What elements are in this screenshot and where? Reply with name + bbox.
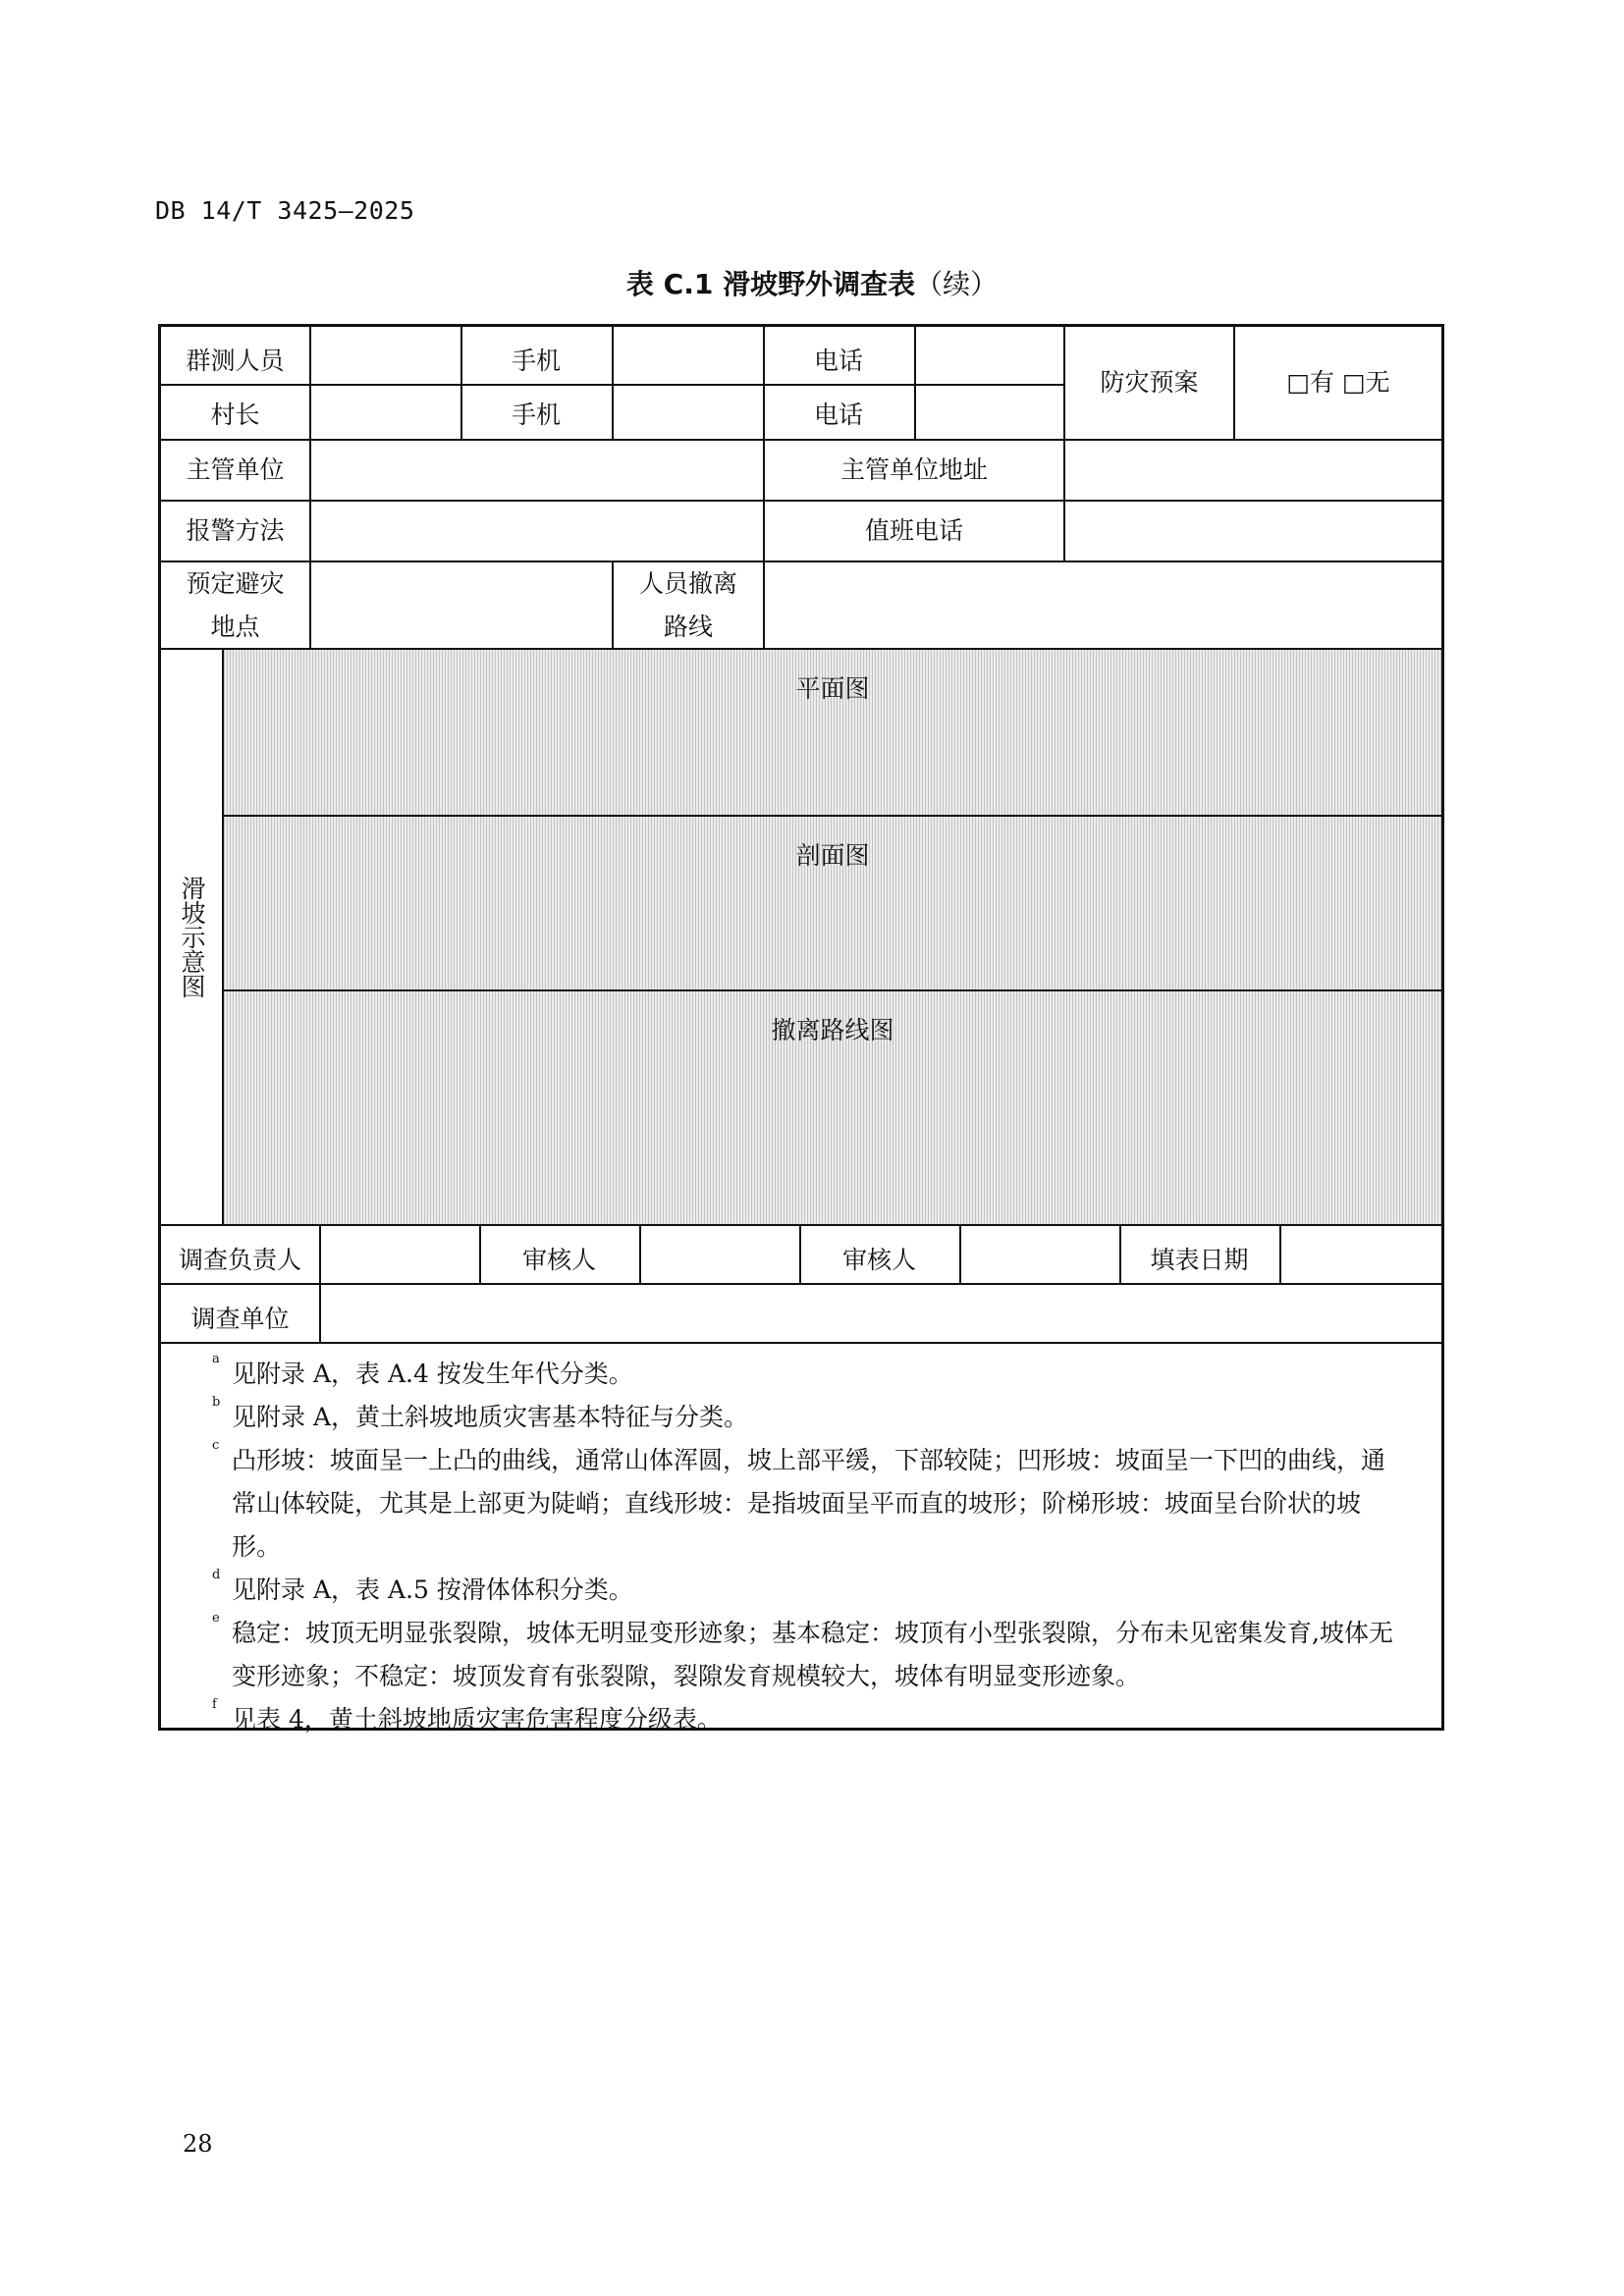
survey-unit-field[interactable] [321,1285,1441,1342]
landslide-sketch-label: 滑坡示意图 [178,876,206,998]
footnote-mark: c [212,1438,220,1453]
table-title-main: 表 C.1 滑坡野外调查表 [625,268,916,300]
footnote-mark: f [212,1697,217,1712]
village-head-field[interactable] [311,386,460,439]
authority-label: 主管单位 [186,455,285,484]
village-head-mobile-label: 手机 [511,400,561,429]
evacuation-map-area[interactable] [224,991,1441,1224]
footnote-mark: a [212,1352,220,1366]
evacuation-route-label-line2: 路线 [663,612,713,641]
authority-address-field[interactable] [1065,441,1441,500]
plan-view-area[interactable] [224,650,1441,815]
disaster-plan-options[interactable]: □有 □无 [1286,368,1390,397]
cross-section-area[interactable] [224,817,1441,989]
authority-field[interactable] [311,441,763,500]
footnote-mark: e [212,1611,220,1626]
survey-leader-field[interactable] [321,1226,479,1283]
evacuation-route-field[interactable] [765,562,1441,648]
refuge-site-label [161,562,309,648]
evacuation-map-label: 撤离路线图 [771,1016,894,1044]
disaster-plan-label: 防灾预案 [1100,368,1199,397]
survey-table [158,324,1444,1734]
footnote-c: c 凸形坡：坡面呈一上凸的曲线，通常山体浑圆，坡上部平缓，下部较陡；凹形坡：坡面呈一下凹的曲线，通 常山体较陡，尤其是上部更为陡峭；直线形坡：是指坡面呈平而直的坡形；阶梯形坡：坡面呈台阶状的坡 形。 [232,1439,1432,1569]
village-head-phone-label: 电话 [813,400,863,429]
footnote-d: d 见附录 A，表 A.5 按滑体体积分类。 [232,1569,1432,1612]
monitor-mobile-label: 手机 [511,347,561,375]
authority-address-label: 主管单位地址 [839,455,988,484]
village-head-phone-field[interactable] [916,386,1063,439]
evacuation-route-label [614,562,763,648]
village-head-label: 村长 [210,400,260,429]
footnote-mark: d [212,1568,221,1582]
monitor-mobile-field[interactable] [614,327,763,384]
monitor-personnel-label: 群测人员 [186,347,285,375]
alarm-method-label: 报警方法 [186,516,285,545]
monitor-personnel-field[interactable] [311,327,460,384]
refuge-site-field[interactable] [311,562,612,648]
refuge-site-label-line1: 预定避灾 [186,568,285,598]
survey-leader-label: 调查负责人 [178,1246,301,1274]
reviewer-1-label: 审核人 [521,1246,596,1274]
village-head-mobile-field[interactable] [614,386,763,439]
survey-unit-label: 调查单位 [190,1305,290,1333]
cross-section-label: 剖面图 [795,841,870,870]
footnote-f: f 见表 4，黄土斜坡地质灾害危害程度分级表。 [232,1698,1432,1741]
reviewer-2-label: 审核人 [841,1246,916,1274]
document-code: DB 14/T 3425—2025 [155,196,415,225]
evacuation-route-label-line1: 人员撤离 [638,568,737,598]
footnote-mark: b [212,1395,221,1410]
duty-phone-label: 值班电话 [864,516,963,545]
footnote-e: e 稳定：坡顶无明显张裂隙，坡体无明显变形迹象；基本稳定：坡顶有小型张裂隙，分布未见密集发育,坡体无 变形迹象；不稳定：坡顶发育有张裂隙，裂隙发育规模较大，坡体有明显变形迹象。 [232,1612,1432,1698]
footnote-a: a 见附录 A，表 A.4 按发生年代分类。 [232,1353,1432,1396]
monitor-phone-label: 电话 [813,347,863,375]
refuge-site-label-line2: 地点 [210,612,260,641]
reviewer-1-field[interactable] [641,1226,799,1283]
footnote-b: b 见附录 A，黄土斜坡地质灾害基本特征与分类。 [232,1396,1432,1439]
alarm-method-field[interactable] [311,502,763,561]
plan-view-label: 平面图 [795,674,870,703]
table-title-continued: （续） [915,268,999,300]
fill-date-label: 填表日期 [1150,1246,1249,1274]
monitor-phone-field[interactable] [916,327,1063,384]
table-title [0,263,1624,302]
duty-phone-field[interactable] [1065,502,1441,561]
page-number: 28 [183,2130,213,2158]
footnotes [161,1347,1441,1734]
fill-date-field[interactable] [1281,1226,1441,1283]
reviewer-2-field[interactable] [961,1226,1119,1283]
